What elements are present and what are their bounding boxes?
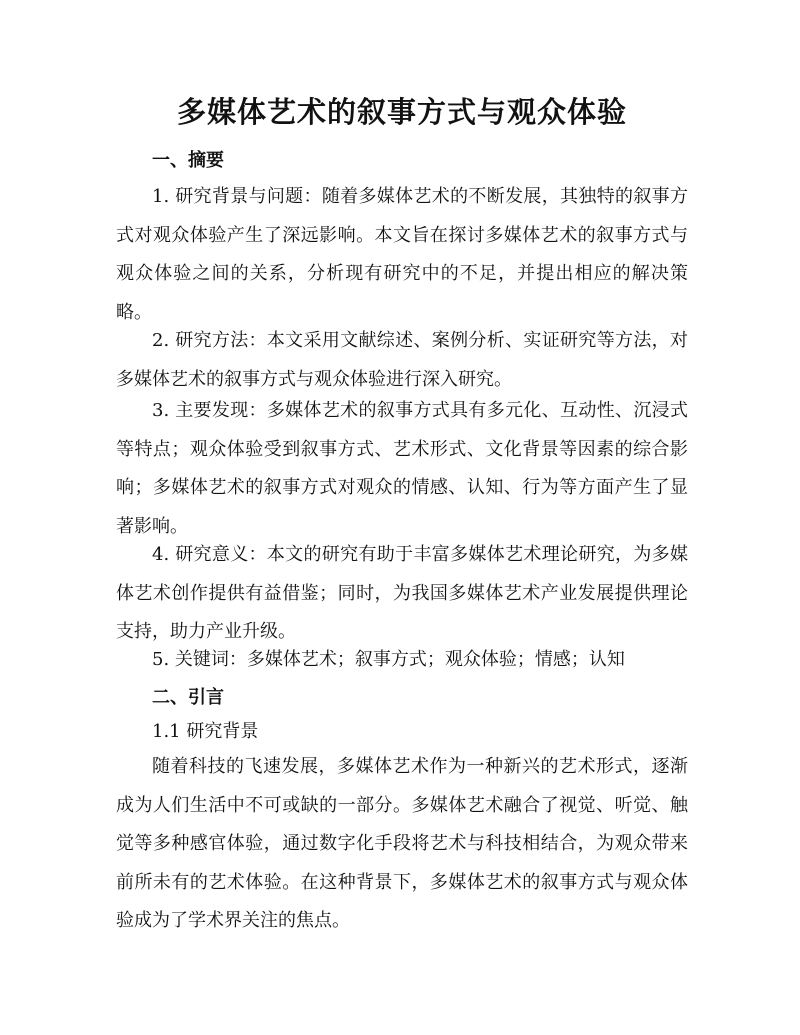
abstract-item-significance: 4. 研究意义：本文的研究有助于丰富多媒体艺术理论研究，为多媒体艺术创作提供有益借鉴；同时，为我国多媒体艺术产业发展提供理论支持，助力产业升级。 bbox=[116, 544, 688, 642]
abstract-item-background: 1. 研究背景与问题：随着多媒体艺术的不断发展，其独特的叙事方式对观众体验产生了深远影响。本文旨在探讨多媒体艺术的叙事方式与观众体验之间的关系，分析现有研究中的不足，并提出相应的解决策略。 bbox=[116, 186, 688, 323]
document-title: 多媒体艺术的叙事方式与观众体验 bbox=[176, 95, 627, 129]
section-heading-abstract: 一、摘要 bbox=[152, 150, 224, 171]
abstract-item-method: 2. 研究方法：本文采用文献综述、案例分析、实证研究等方法，对多媒体艺术的叙事方式与观众体验进行深入研究。 bbox=[116, 330, 688, 390]
abstract-item-keywords: 5. 关键词：多媒体艺术；叙事方式；观众体验；情感；认知 bbox=[152, 649, 625, 670]
subsection-heading-background: 1.1 研究背景 bbox=[152, 721, 259, 742]
abstract-item-findings: 3. 主要发现：多媒体艺术的叙事方式具有多元化、互动性、沉浸式等特点；观众体验受到叙事方式、艺术形式、文化背景等因素的综合影响；多媒体艺术的叙事方式对观众的情感、认知、行为等方面产生了显著影响。 bbox=[116, 400, 688, 537]
section-heading-introduction: 二、引言 bbox=[152, 687, 224, 708]
introduction-paragraph: 随着科技的飞速发展，多媒体艺术作为一种新兴的艺术形式，逐渐成为人们生活中不可或缺的一部分。多媒体艺术融合了视觉、听觉、触觉等多种感官体验，通过数字化手段将艺术与科技相结合，为观众带来前所未有的艺术体验。在这种背景下，多媒体艺术的叙事方式与观众体验成为了学术界关注的焦点。 bbox=[116, 756, 688, 931]
